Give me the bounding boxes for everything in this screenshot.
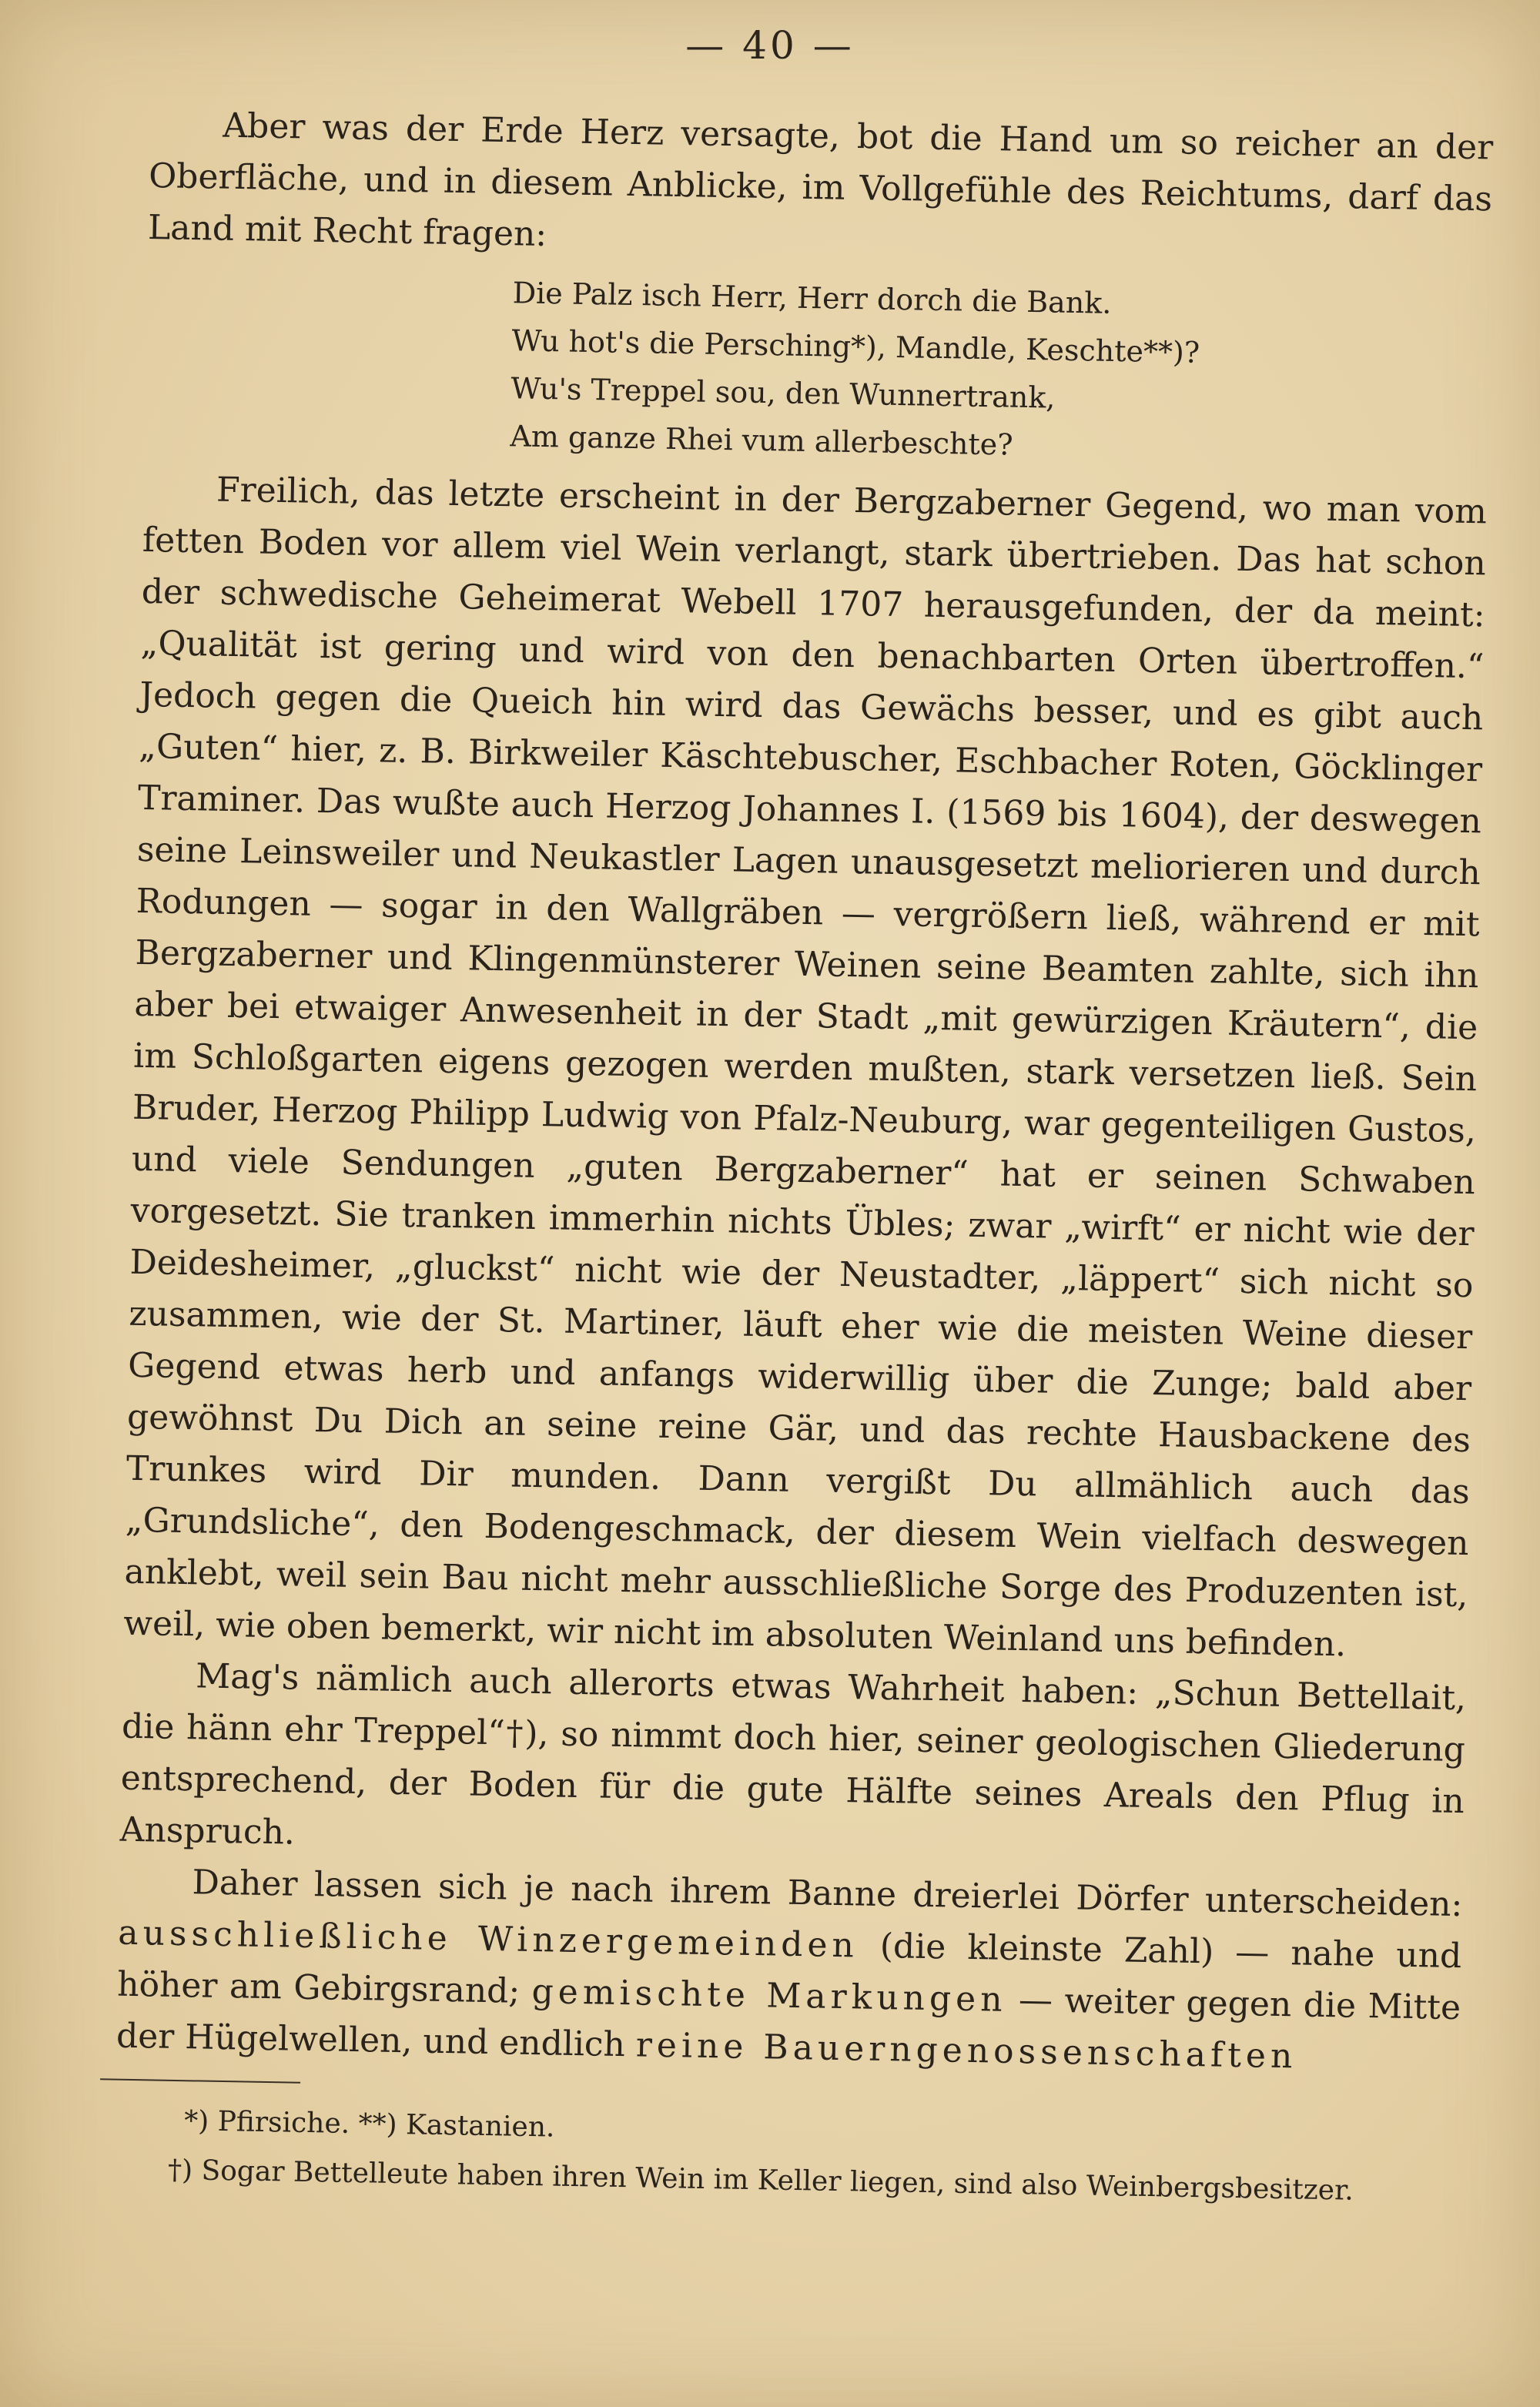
term-bauerngenossenschaften: reine Bauerngenossenschaften — [635, 2025, 1297, 2077]
poem-line: Wu hot's die Persching*), Mandle, Keschte**)? — [511, 323, 1200, 370]
paragraph-4-mid2: — weiter gegen die Mitte der Hügelwellen, und endlich — [116, 1980, 1461, 2065]
poem-line: Die Palz isch Herr, Herr dorch die Bank. — [512, 276, 1112, 320]
paragraph-4-mid1: (die kleinste Zahl) — nahe und höher am Gebirgsrand; — [116, 1926, 1462, 2011]
paragraph-1: Aber was der Erde Herz versagte, bot die Hand um so reicher an der Oberfläche, und in diesem Anblicke, im Vollgefühle des Reichtums, darf das Land mit Recht fragen: — [147, 105, 1494, 255]
paragraph-4-start: Daher lassen sich je nach ihrem Banne dreierlei Dörfer unterscheiden: — [192, 1863, 1463, 1925]
poem-line: Am ganze Rhei vum allerbeschte? — [510, 419, 1013, 462]
term-markungen: gemischte Markungen — [531, 1972, 1007, 2020]
poem-line: Wu's Treppel sou, den Wunnertrank, — [511, 371, 1056, 415]
page-body — [113, 99, 1493, 2218]
footnote-1: *) Pfirsiche. **) Kastanien. — [183, 2105, 555, 2144]
footnote-divider — [100, 2078, 300, 2084]
term-winzergemeinden: ausschließliche Winzergemeinden — [117, 1913, 859, 1966]
footnote-2: †) Sogar Bettelleute haben ihren Wein im Keller liegen, sind also Weinbergsbesitzer. — [167, 2154, 1354, 2207]
dialect-poem — [510, 269, 1491, 477]
paragraph-2: Freilich, das letzte erscheint in der Bergzaberner Gegend, wo man vom fetten Boden vor allem viel Wein verlangt, stark übertrieben. Das hat schon der schwedische Geheimerat Webell 1707 herausgefunden, der da meint: „Qualität ist gering und wird von den benachbarten Orten übertroffen.“ Jedoch gegen die Queich hin wird das Gewächs besser, und es gibt auch „Guten“ hier, z. B. Birkweiler Käschtebuscher, Eschbacher Roten, Göcklinger Traminer. Das wußte auch Herzog Johannes I. (1569 bis 1604), der deswegen seine Leinsweiler und Neukastler Lagen unausgesetzt meliorieren und durch Rodungen — sogar in den Wallgräben — vergrößern ließ, während er mit Bergzaberner und Klingenmünsterer Weinen seine Beamten zahlte, sich ihn aber bei etwaiger Anwesenheit in der Stadt „mit gewürzigen Kräutern“, die im Schloßgarten eigens gezogen werden mußten, stark versetzen ließ. Sein Bruder, Herzog Philipp Ludwig von Pfalz-Neuburg, war gegenteiligen Gustos, und viele Sendungen „guten Bergzaberner“ hat er seinen Schwaben vorgesetzt. Sie tranken immerhin nichts Übles; zwar „wirft“ er nicht wie der Deidesheimer, „gluckst“ nicht wie der Neustadter, „läppert“ sich nicht so zusammen, wie der St. Martiner, läuft eher wie die meisten Weine dieser Gegend etwas herb und anfangs widerwillig über die Zunge; bald aber gewöhnst Du Dich an seine reine Gär, und das rechte Hausbackene des Trunkes wird Dir munden. Dann vergißt Du allmählich auch das „Grundsliche“, den Bodengeschmack, der diesem Wein vielfach deswegen anklebt, weil sein Bau nicht mehr ausschließliche Sorge des Produzenten ist, weil, wie oben bemerkt, wir nicht im absoluten Weinland uns befinden. — [122, 470, 1488, 1665]
paragraph-3: Mag's nämlich auch allerorts etwas Wahrheit haben: „Schun Bettellait, die hänn ehr Treppel“†), so nimmt doch hier, seiner geologischen Gliederung entsprechend, der Boden für die gute Hälfte seines Areals den Pflug in Anspruch. — [119, 1656, 1467, 1853]
paragraph-4 — [116, 1856, 1462, 2085]
page-number: — 40 — — [685, 23, 855, 68]
